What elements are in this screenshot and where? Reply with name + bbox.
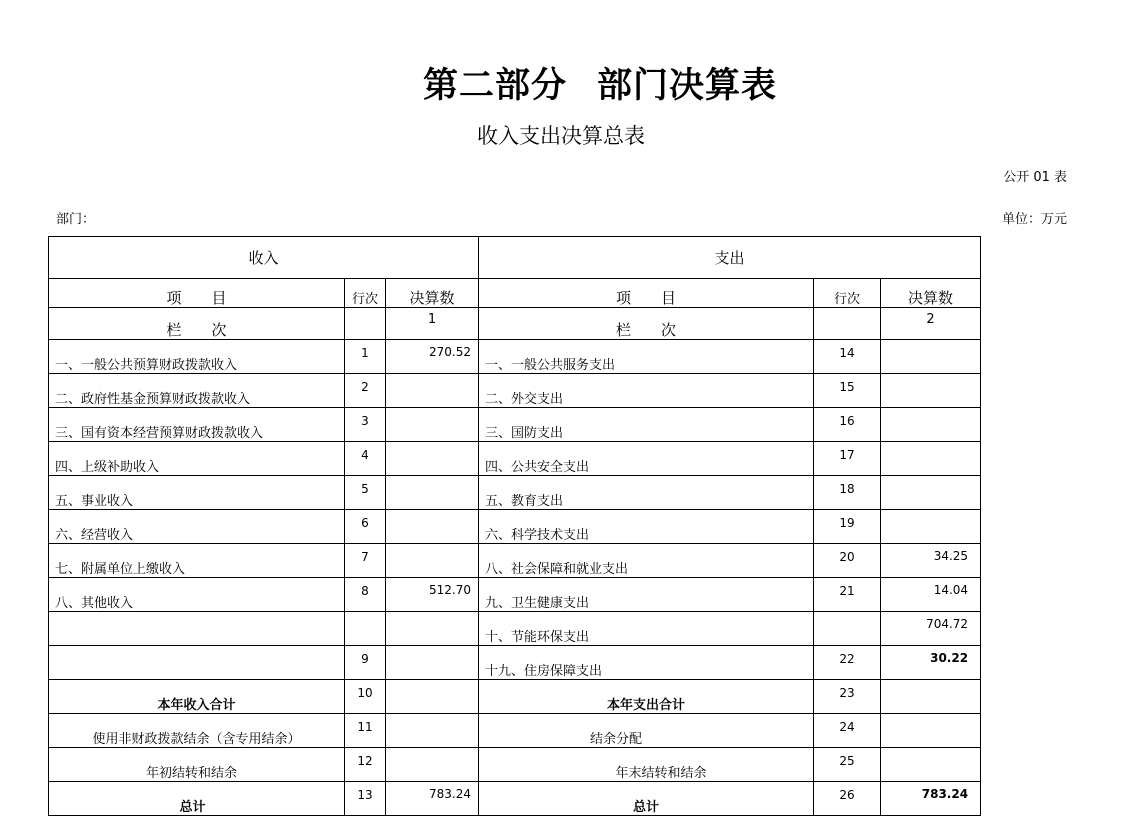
expense-value: 14.04	[881, 578, 981, 612]
income-column-label: 栏 次	[49, 308, 345, 340]
expense-row-no: 16	[814, 408, 881, 442]
expense-column-label: 栏 次	[479, 308, 814, 340]
expense-item: 三、国防支出	[479, 408, 814, 442]
income-rowno-header: 行次	[345, 279, 386, 308]
expense-value	[881, 510, 981, 544]
income-row-no: 9	[345, 646, 386, 680]
income-row-no: 13	[345, 782, 386, 816]
income-row-no: 8	[345, 578, 386, 612]
income-value	[386, 714, 479, 748]
income-header: 收入	[49, 237, 479, 279]
income-item: 四、上级补助收入	[49, 442, 345, 476]
expense-amount-header: 决算数	[881, 279, 981, 308]
income-item	[49, 612, 345, 646]
end-carryover-label: 年末结转和结余	[479, 748, 814, 782]
income-row-no: 5	[345, 476, 386, 510]
expense-row-no: 25	[814, 748, 881, 782]
income-row-no: 6	[345, 510, 386, 544]
expense-item: 一、一般公共服务支出	[479, 340, 814, 374]
income-row-no: 1	[345, 340, 386, 374]
year-income-total-label: 本年收入合计	[49, 680, 345, 714]
page-title	[0, 58, 1122, 108]
income-item	[49, 646, 345, 680]
table-row	[49, 578, 981, 612]
table-row	[49, 544, 981, 578]
nonfiscal-balance-label: 使用非财政拨款结余（含专用结余）	[49, 714, 345, 748]
income-row-no: 7	[345, 544, 386, 578]
section-header-row	[49, 237, 981, 279]
expense-row-no: 15	[814, 374, 881, 408]
income-row-no: 2	[345, 374, 386, 408]
department-label: 部门：	[56, 212, 96, 227]
expense-row-no: 23	[814, 680, 881, 714]
income-item: 七、附属单位上缴收入	[49, 544, 345, 578]
expense-value	[881, 340, 981, 374]
form-number: 公开 01 表	[1003, 170, 1067, 185]
income-item: 六、经营收入	[49, 510, 345, 544]
expense-row-no	[814, 612, 881, 646]
unit-label: 单位：万元	[1001, 212, 1067, 227]
grand-total-expense-value: 783.24	[881, 782, 981, 816]
year-expense-total-label: 本年支出合计	[479, 680, 814, 714]
expense-item: 四、公共安全支出	[479, 442, 814, 476]
income-value	[386, 408, 479, 442]
income-value	[386, 510, 479, 544]
expense-item: 十、节能环保支出	[479, 612, 814, 646]
income-value	[386, 544, 479, 578]
grand-total-income-label: 总计	[49, 782, 345, 816]
expense-row-no: 14	[814, 340, 881, 374]
income-row-no: 4	[345, 442, 386, 476]
table-row	[49, 510, 981, 544]
income-item: 五、事业收入	[49, 476, 345, 510]
income-row-no: 12	[345, 748, 386, 782]
income-row-no: 3	[345, 408, 386, 442]
expense-row-no: 18	[814, 476, 881, 510]
income-item: 一、一般公共预算财政拨款收入	[49, 340, 345, 374]
income-column-number: 1	[386, 308, 479, 340]
expense-row-no: 20	[814, 544, 881, 578]
expense-row-no: 24	[814, 714, 881, 748]
table-row	[49, 612, 981, 646]
expense-value: 34.25	[881, 544, 981, 578]
expense-value	[881, 374, 981, 408]
expense-item: 六、科学技术支出	[479, 510, 814, 544]
expense-value	[881, 748, 981, 782]
income-item: 三、国有资本经营预算财政拨款收入	[49, 408, 345, 442]
expense-row-no: 26	[814, 782, 881, 816]
expense-rowno-header: 行次	[814, 279, 881, 308]
table-row	[49, 374, 981, 408]
expense-item: 十九、住房保障支出	[479, 646, 814, 680]
expense-value	[881, 680, 981, 714]
income-value	[386, 442, 479, 476]
table-row	[49, 408, 981, 442]
expense-header: 支出	[479, 237, 981, 279]
distribution-label: 结余分配	[479, 714, 814, 748]
income-expense-table	[48, 236, 981, 816]
expense-item: 五、教育支出	[479, 476, 814, 510]
income-value: 512.70	[386, 578, 479, 612]
expense-value	[881, 714, 981, 748]
income-value	[386, 612, 479, 646]
expense-item: 二、外交支出	[479, 374, 814, 408]
expense-row-no: 22	[814, 646, 881, 680]
income-item-header: 项 目	[49, 279, 345, 308]
income-value	[386, 646, 479, 680]
expense-value	[881, 442, 981, 476]
expense-value	[881, 476, 981, 510]
title-part-1: 第二部分	[422, 65, 567, 106]
column-header-row	[49, 279, 981, 308]
expense-value	[881, 408, 981, 442]
income-row-no: 10	[345, 680, 386, 714]
table-row	[49, 646, 981, 680]
income-value	[386, 476, 479, 510]
expense-row-no: 21	[814, 578, 881, 612]
table-row	[49, 442, 981, 476]
expense-item: 九、卫生健康支出	[479, 578, 814, 612]
income-amount-header: 决算数	[386, 279, 479, 308]
grand-total-row	[49, 782, 981, 816]
income-value	[386, 748, 479, 782]
expense-value: 704.72	[881, 612, 981, 646]
column-number-row	[49, 308, 981, 340]
income-value	[386, 680, 479, 714]
income-value	[386, 374, 479, 408]
income-row-no: 11	[345, 714, 386, 748]
table-subtitle: 收入支出决算总表	[477, 124, 645, 148]
table-row	[49, 340, 981, 374]
table-row	[49, 476, 981, 510]
expense-item-header: 项 目	[479, 279, 814, 308]
year-total-row	[49, 680, 981, 714]
begin-carryover-label: 年初结转和结余	[49, 748, 345, 782]
income-item: 二、政府性基金预算财政拨款收入	[49, 374, 345, 408]
expense-row-no: 17	[814, 442, 881, 476]
expense-row-no: 19	[814, 510, 881, 544]
income-value: 270.52	[386, 340, 479, 374]
grand-total-income-value: 783.24	[386, 782, 479, 816]
carryover-row	[49, 748, 981, 782]
balance-row	[49, 714, 981, 748]
income-item: 八、其他收入	[49, 578, 345, 612]
expense-value: 30.22	[881, 646, 981, 680]
income-row-no	[345, 612, 386, 646]
grand-total-expense-label: 总计	[479, 782, 814, 816]
expense-column-number: 2	[881, 308, 981, 340]
expense-item: 八、社会保障和就业支出	[479, 544, 814, 578]
title-part-2: 部门决算表	[597, 65, 778, 106]
